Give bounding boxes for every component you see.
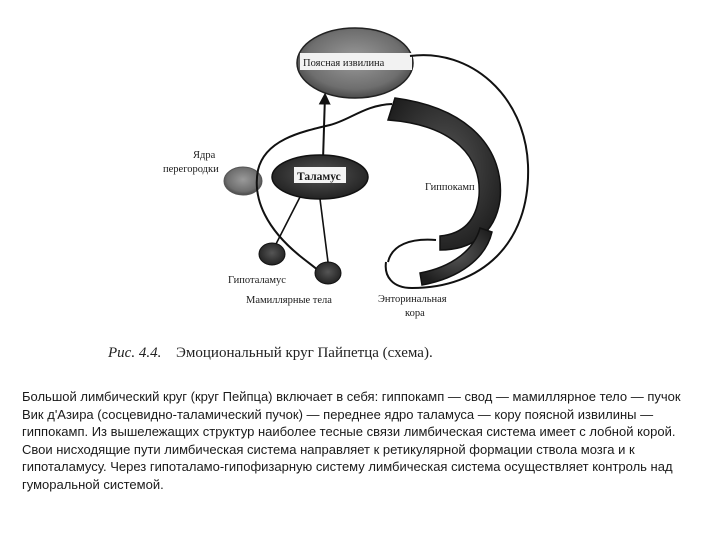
- entorhinal-to-hippocampus-path: [388, 240, 436, 262]
- figure-title: Эмоциональный круг Пайпетца (схема).: [176, 345, 433, 361]
- entorhinal-label-2: кора: [405, 308, 425, 319]
- septal-nuclei-label-1: Ядра: [193, 150, 216, 161]
- hippocampus-label: Гиппокамп: [425, 182, 475, 193]
- entorhinal-label-1: Энторинальная: [378, 294, 447, 305]
- thalamus-to-cingulate-path: [323, 95, 325, 160]
- thalamus-to-hypothalamus-path: [276, 197, 300, 244]
- cingulate-to-entorhinal-path: [386, 55, 528, 288]
- mammillary-bodies-shape: [315, 262, 341, 284]
- mammillary-to-thalamus-path: [320, 199, 328, 262]
- mammillary-bodies-label: Мамиллярные тела: [246, 295, 332, 306]
- hypothalamus-label: Гипоталамус: [228, 275, 286, 286]
- hypothalamus-shape: [259, 243, 285, 265]
- description-paragraph-2: Свои нисходящие пути лимбическая система направляет к ретикулярной формации ствола мозга и к гипоталамусу. Через гипоталамо-гипофизарную систему лимбическая система осуществляет контроль над гуморальной системой.: [22, 441, 673, 492]
- figure-ref: Рис. 4.4.: [108, 345, 162, 361]
- septal-nuclei-label-2: перегородки: [163, 164, 219, 175]
- description-paragraph-1: Большой лимбический круг (круг Пейпца) включает в себя: гиппокамп — свод — мамиллярное тело — пучок Вик д'Азира (сосцевидно-таламический пучок) — переднее ядро таламуса — кору поясной извилины — гиппокамп. Из вышележащих структур наиболее тесные связи лимбическая система имеет с лобной корой.: [22, 389, 681, 439]
- cingulate-gyrus-label: Поясная извилина: [303, 58, 385, 69]
- thalamus-label: Таламус: [297, 171, 341, 183]
- description-block: [22, 388, 698, 493]
- hippocampus-shape: [388, 98, 500, 250]
